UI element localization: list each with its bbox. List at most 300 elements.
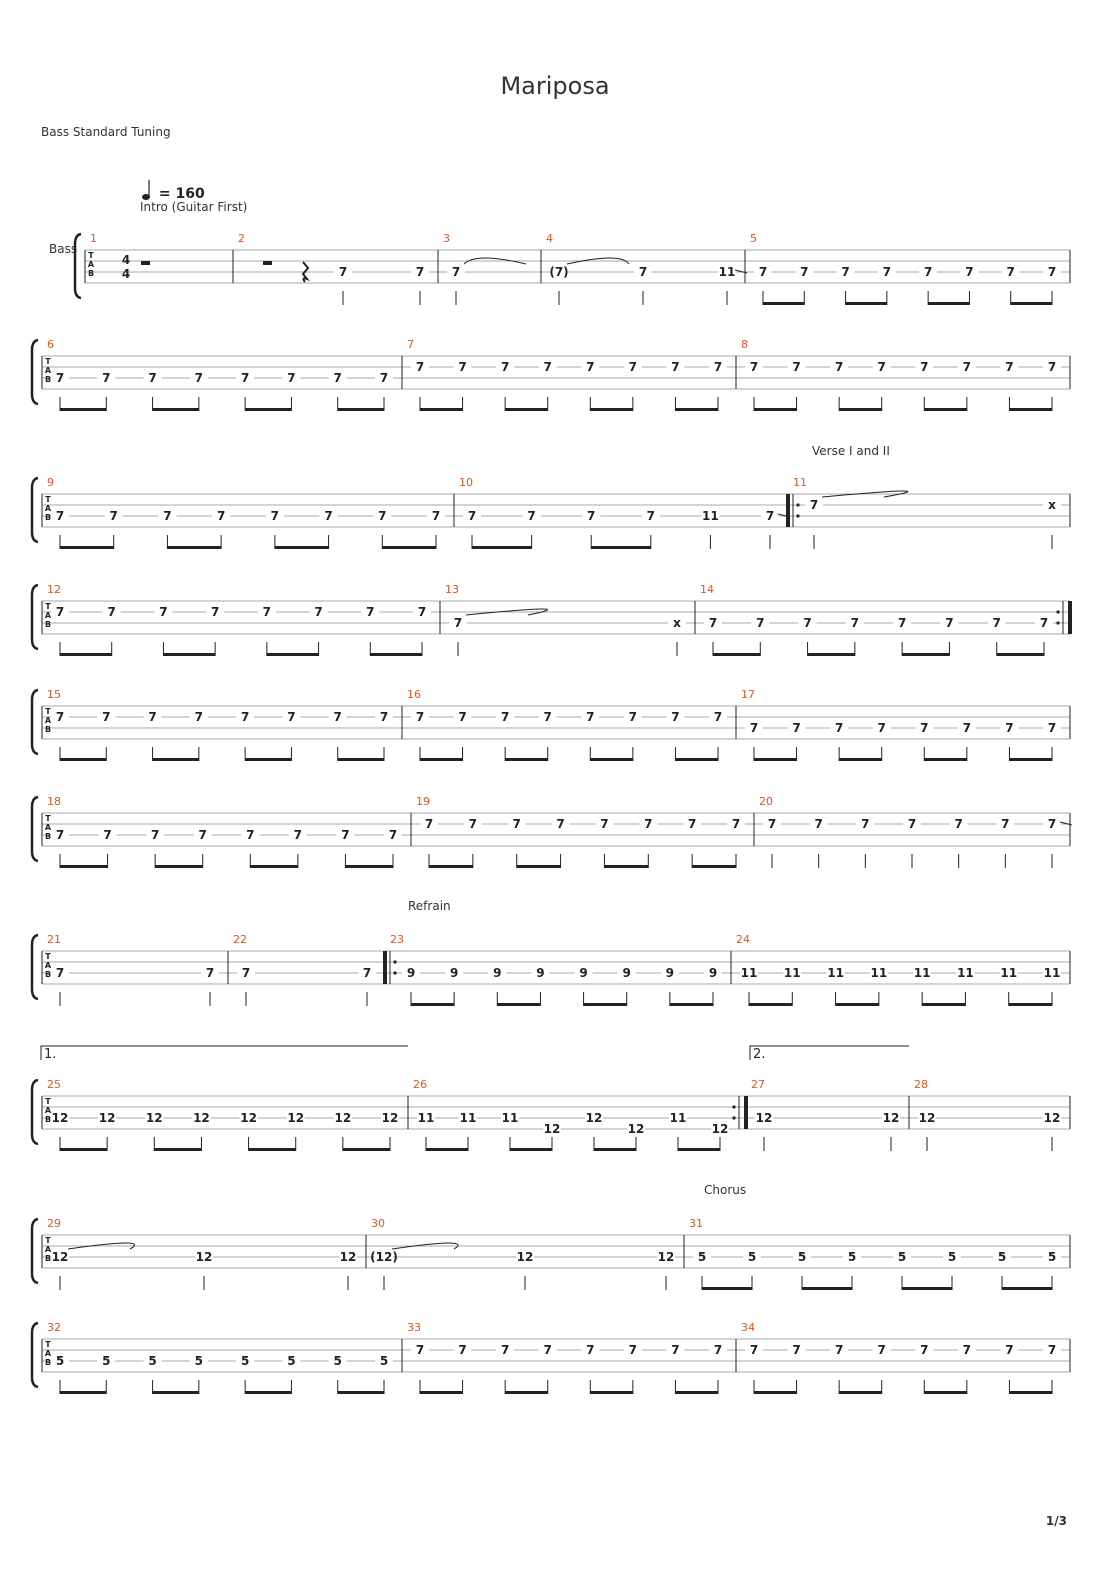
- fret-number: 11: [501, 1111, 519, 1125]
- fret-number: 5: [847, 1250, 857, 1264]
- eighth-beam: [267, 653, 319, 656]
- fret-number: 12: [918, 1111, 936, 1125]
- fret-number: 11: [740, 966, 758, 980]
- fret-number: 7: [962, 360, 972, 374]
- section-refrain: Refrain: [408, 899, 451, 913]
- eighth-beam: [1009, 408, 1052, 411]
- fret-number: 7: [586, 1343, 595, 1357]
- tab-clef-letter: B: [44, 1254, 52, 1263]
- fret-number: 7: [287, 710, 296, 724]
- tuning-label: Bass Standard Tuning: [41, 125, 171, 139]
- fret-number: 7: [628, 360, 638, 374]
- fret-number: 7: [109, 509, 118, 523]
- fret-number: 11: [1000, 966, 1018, 980]
- volta-bracket: [41, 1046, 408, 1060]
- fret-number: 12: [339, 1250, 357, 1264]
- fret-number: 7: [628, 710, 638, 724]
- fret-number: 7: [543, 1343, 552, 1357]
- eighth-beam: [163, 653, 215, 656]
- fret-number: 7: [814, 817, 823, 831]
- tab-clef-letter: T: [45, 1097, 51, 1106]
- fret-number: 7: [388, 828, 398, 842]
- page-number: 1/3: [1045, 1514, 1067, 1528]
- fret-number: 7: [543, 360, 552, 374]
- repeat-dot: [1056, 610, 1059, 613]
- fret-number: 12: [882, 1111, 900, 1125]
- fret-number: 5: [148, 1354, 157, 1368]
- eighth-beam: [249, 1148, 296, 1151]
- fret-number: 7: [834, 1343, 844, 1357]
- eighth-beam: [505, 1391, 548, 1394]
- system-brace: [32, 797, 38, 861]
- tempo-value: = 160: [158, 186, 205, 202]
- tab-clef-letter: T: [45, 707, 51, 716]
- fret-number: 12: [51, 1111, 69, 1125]
- measure-number: 26: [413, 1078, 427, 1091]
- fret-number: 7: [920, 721, 929, 735]
- tab-clef-letter: T: [45, 1340, 51, 1349]
- fret-number: 12: [51, 1250, 69, 1264]
- fret-number: 7: [1006, 265, 1015, 279]
- half-rest: [263, 261, 272, 265]
- fret-number: 7: [102, 371, 111, 385]
- fret-number: 12: [240, 1111, 257, 1125]
- fret-number: 7: [834, 360, 844, 374]
- eighth-beam: [60, 653, 112, 656]
- fret-number: 7: [55, 966, 65, 980]
- fret-number: 7: [55, 605, 65, 619]
- fret-number: 7: [366, 605, 375, 619]
- fret-number: 7: [240, 710, 250, 724]
- tab-clef-letter: T: [45, 1236, 51, 1245]
- measure-number: 18: [47, 795, 61, 808]
- fret-number: 7: [556, 817, 565, 831]
- fret-number: 7: [240, 371, 250, 385]
- tab-clef-letter: T: [45, 814, 51, 823]
- tab-clef-letter: A: [44, 1349, 52, 1358]
- fret-number: 7: [512, 817, 521, 831]
- fret-number: 7: [451, 265, 461, 279]
- eighth-beam: [836, 1003, 879, 1006]
- fret-number: 7: [415, 360, 425, 374]
- fret-number: 7: [324, 509, 333, 523]
- fret-number: 7: [708, 616, 718, 630]
- eighth-beam: [713, 653, 760, 656]
- fret-number: 7: [527, 509, 536, 523]
- fret-number: 9: [708, 966, 718, 980]
- measure-number: 13: [445, 583, 459, 596]
- eighth-beam: [245, 1391, 291, 1394]
- measure-number: 29: [47, 1217, 61, 1230]
- fret-number: 7: [163, 509, 172, 523]
- tab-clef-letter: A: [44, 716, 52, 725]
- fret-number: 11: [1043, 966, 1061, 980]
- instrument-label: Bass: [49, 242, 78, 256]
- fret-number: 7: [792, 1343, 801, 1357]
- fret-number: 7: [850, 616, 860, 630]
- tab-clef-letter: A: [44, 366, 52, 375]
- time-signature-numerator: 4: [121, 253, 131, 267]
- fret-number: 7: [270, 509, 280, 523]
- eighth-beam: [839, 1391, 882, 1394]
- fret-number: 9: [493, 966, 502, 980]
- eighth-beam: [505, 758, 548, 761]
- measure-number: 2: [238, 232, 245, 245]
- fret-number: 5: [194, 1354, 204, 1368]
- fret-number: 12: [98, 1111, 116, 1125]
- fret-number: 7: [962, 721, 972, 735]
- measure-number: 15: [47, 688, 61, 701]
- fret-number: 7: [424, 817, 434, 831]
- fret-number: 7: [671, 710, 680, 724]
- eighth-beam: [678, 1148, 720, 1151]
- eighth-beam: [60, 546, 114, 549]
- fret-number: 7: [107, 605, 116, 619]
- fret-number: 5: [797, 1250, 807, 1264]
- eighth-beam: [997, 653, 1044, 656]
- measure-number: 23: [390, 933, 404, 946]
- eighth-beam: [154, 1148, 201, 1151]
- fret-number: 7: [749, 1343, 759, 1357]
- eighth-beam: [472, 546, 532, 549]
- eighth-beam: [517, 865, 561, 868]
- fret-number: 7: [756, 616, 765, 630]
- eighth-beam: [370, 653, 422, 656]
- fret-number: 7: [1047, 817, 1057, 831]
- measure-number: 3: [443, 232, 450, 245]
- fret-number: 7: [458, 360, 467, 374]
- fret-number: 7: [861, 817, 870, 831]
- fret-number: 7: [159, 605, 168, 619]
- eighth-beam: [411, 1003, 454, 1006]
- measure-number: 19: [416, 795, 430, 808]
- eighth-beam: [590, 408, 633, 411]
- eighth-beam: [245, 408, 291, 411]
- eighth-beam: [675, 758, 718, 761]
- fret-number: 7: [198, 828, 207, 842]
- tab-clef-letter: T: [88, 251, 94, 260]
- section-verse: Verse I and II: [812, 444, 890, 458]
- fret-number: 9: [665, 966, 675, 980]
- fret-number: 7: [992, 616, 1001, 630]
- fret-number: 12: [193, 1111, 210, 1125]
- fret-number: 7: [644, 817, 653, 831]
- eighth-beam: [497, 1003, 540, 1006]
- fret-number: 12: [711, 1122, 729, 1136]
- measure-number: 30: [371, 1217, 385, 1230]
- fret-number: 7: [962, 1343, 972, 1357]
- song-title: Mariposa: [500, 72, 610, 100]
- eighth-beam: [675, 408, 718, 411]
- fret-number: 7: [765, 509, 775, 523]
- fret-number: 7: [923, 265, 933, 279]
- fret-number: 7: [216, 509, 226, 523]
- fret-number: 7: [55, 371, 65, 385]
- section-chorus: Chorus: [704, 1183, 747, 1197]
- tab-clef-letter: B: [44, 620, 52, 629]
- fret-number: 7: [841, 265, 850, 279]
- tab-clef-letter: B: [44, 513, 52, 522]
- tab-clef-letter: A: [44, 823, 52, 832]
- eighth-beam: [924, 1391, 967, 1394]
- repeat-dot: [393, 971, 396, 974]
- eighth-beam: [902, 653, 949, 656]
- tab-clef-letter: B: [44, 1115, 52, 1124]
- repeat-dot: [732, 1105, 735, 1108]
- measure-number: 16: [407, 688, 421, 701]
- fret-number: 7: [800, 265, 809, 279]
- fret-number: 7: [731, 817, 741, 831]
- measure-number: 22: [233, 933, 247, 946]
- fret-number: 7: [1005, 721, 1014, 735]
- eighth-beam: [1002, 1287, 1052, 1290]
- repeat-start-thick-bar: [786, 494, 790, 527]
- tab-clef-letter: B: [44, 970, 52, 979]
- fret-number: 7: [431, 509, 441, 523]
- tab-clef-letter: T: [45, 952, 51, 961]
- measure-number: 28: [914, 1078, 928, 1091]
- eighth-beam: [338, 1391, 384, 1394]
- eighth-beam: [924, 758, 967, 761]
- eighth-beam: [675, 1391, 718, 1394]
- fret-number: 12: [585, 1111, 603, 1125]
- tab-clef-letter: B: [44, 725, 52, 734]
- system-brace: [32, 1080, 38, 1144]
- system-brace: [32, 1219, 38, 1283]
- system-brace: [32, 935, 38, 999]
- fret-number: x: [1048, 498, 1056, 512]
- tab-clef-letter: B: [87, 269, 95, 278]
- fret-number: 12: [755, 1111, 773, 1125]
- fret-number: 7: [877, 721, 886, 735]
- measure-number: 27: [751, 1078, 765, 1091]
- fret-number: 7: [897, 616, 907, 630]
- fret-number: 7: [500, 360, 510, 374]
- fret-number: 7: [415, 710, 425, 724]
- fret-number: x: [673, 616, 681, 630]
- fret-number: 11: [669, 1111, 687, 1125]
- fret-number: 7: [194, 371, 204, 385]
- measure-number: 1: [90, 232, 97, 245]
- fret-number: 11: [417, 1111, 435, 1125]
- fret-number: 5: [997, 1250, 1007, 1264]
- eighth-beam: [928, 302, 969, 305]
- fret-number: 11: [702, 509, 719, 523]
- repeat-dot: [796, 503, 799, 506]
- tab-clef-letter: A: [44, 1106, 52, 1115]
- fret-number: 12: [1043, 1111, 1061, 1125]
- measure-number: 34: [741, 1321, 755, 1334]
- fret-number: 7: [246, 828, 255, 842]
- fret-number: 7: [834, 721, 844, 735]
- fret-number: 12: [334, 1111, 352, 1125]
- tab-clef-letter: A: [87, 260, 95, 269]
- fret-number: 7: [1047, 721, 1057, 735]
- tab-clef-letter: B: [44, 832, 52, 841]
- eighth-beam: [594, 1148, 636, 1151]
- eighth-beam: [749, 1003, 792, 1006]
- fret-number: 5: [1047, 1250, 1057, 1264]
- fret-number: 11: [827, 966, 844, 980]
- volta-label: 2.: [753, 1047, 766, 1062]
- eighth-beam: [167, 546, 221, 549]
- eighth-beam: [345, 865, 393, 868]
- fret-number: 7: [713, 710, 723, 724]
- fret-number: 7: [55, 828, 65, 842]
- tab-clef-letter: T: [45, 495, 51, 504]
- fret-number: 5: [897, 1250, 907, 1264]
- fret-number: 7: [194, 710, 204, 724]
- fret-number: 7: [920, 1343, 929, 1357]
- tab-clef-letter: B: [44, 375, 52, 384]
- fret-number: 5: [379, 1354, 389, 1368]
- eighth-beam: [1009, 1391, 1052, 1394]
- fret-number: 7: [241, 966, 251, 980]
- fret-number: 7: [877, 360, 886, 374]
- fret-number: 7: [379, 710, 389, 724]
- fret-number: 12: [657, 1250, 675, 1264]
- fret-number: 7: [965, 265, 974, 279]
- eighth-beam: [754, 1391, 797, 1394]
- measure-number: 8: [741, 338, 748, 351]
- fret-number: 12: [287, 1111, 305, 1125]
- fret-number: 7: [749, 360, 759, 374]
- eighth-beam: [670, 1003, 713, 1006]
- fret-number: 7: [1005, 1343, 1014, 1357]
- fret-number: 5: [697, 1250, 707, 1264]
- fret-number: 7: [287, 371, 296, 385]
- measure-number: 20: [759, 795, 773, 808]
- tab-clef-letter: A: [44, 611, 52, 620]
- fret-number: 7: [543, 710, 552, 724]
- eighth-beam: [846, 302, 887, 305]
- measure-number: 9: [47, 476, 54, 489]
- eighth-beam: [922, 1003, 965, 1006]
- fret-number: 7: [314, 605, 323, 619]
- eighth-beam: [754, 408, 797, 411]
- fret-number: 7: [586, 710, 595, 724]
- fret-number: 7: [417, 605, 427, 619]
- system-brace: [32, 478, 38, 542]
- fret-number: 11: [783, 966, 801, 980]
- measure-number: 10: [459, 476, 473, 489]
- eighth-beam: [604, 865, 648, 868]
- fret-number: 7: [102, 710, 111, 724]
- eighth-beam: [60, 1148, 107, 1151]
- fret-number: 5: [102, 1354, 111, 1368]
- fret-number: 11: [459, 1111, 477, 1125]
- measure-number: 21: [47, 933, 61, 946]
- repeat-dot: [393, 960, 396, 963]
- eighth-beam: [839, 408, 882, 411]
- fret-number: 7: [646, 509, 655, 523]
- fret-number: 7: [338, 265, 348, 279]
- fret-number: 7: [809, 498, 819, 512]
- fret-number: 7: [638, 265, 648, 279]
- eighth-beam: [153, 1391, 199, 1394]
- eighth-beam: [275, 546, 329, 549]
- measure-number: 33: [407, 1321, 421, 1334]
- fret-number: 7: [907, 817, 917, 831]
- fret-number: 5: [747, 1250, 757, 1264]
- fret-number: 7: [341, 828, 350, 842]
- fret-number: 7: [150, 828, 160, 842]
- fret-number: 7: [500, 1343, 510, 1357]
- fret-number: 7: [458, 710, 467, 724]
- measure-number: 4: [546, 232, 553, 245]
- eighth-beam: [591, 546, 651, 549]
- fret-number: 9: [406, 966, 416, 980]
- fret-number: 5: [287, 1354, 296, 1368]
- measure-number: 31: [689, 1217, 703, 1230]
- volta-label: 1.: [44, 1047, 57, 1062]
- fret-number: 7: [1005, 360, 1014, 374]
- fret-number: 12: [516, 1250, 534, 1264]
- eighth-beam: [60, 865, 108, 868]
- fret-number: 11: [718, 265, 736, 279]
- fret-number: 7: [333, 710, 342, 724]
- repeat-end-thick-bar: [744, 1096, 748, 1129]
- eighth-beam: [153, 408, 199, 411]
- measure-number: 5: [750, 232, 757, 245]
- fret-number: 7: [920, 360, 929, 374]
- system-brace: [32, 340, 38, 404]
- fret-number: 7: [767, 817, 777, 831]
- fret-number: 11: [870, 966, 888, 980]
- eighth-beam: [754, 758, 797, 761]
- fret-number: 5: [55, 1354, 65, 1368]
- eighth-beam: [802, 1287, 852, 1290]
- fret-number: 7: [954, 817, 963, 831]
- measure-number: 11: [793, 476, 807, 489]
- fret-number: 11: [957, 966, 974, 980]
- fret-number: 7: [671, 1343, 680, 1357]
- measure-number: 7: [407, 338, 414, 351]
- eighth-beam: [153, 758, 199, 761]
- eighth-beam: [250, 865, 298, 868]
- tab-clef-letter: A: [44, 1245, 52, 1254]
- fret-number: 5: [333, 1354, 342, 1368]
- fret-number: 7: [1001, 817, 1010, 831]
- fret-number: 12: [145, 1111, 163, 1125]
- measure-number: 17: [741, 688, 755, 701]
- measure-number: 12: [47, 583, 61, 596]
- fret-number: 7: [803, 616, 812, 630]
- system-brace: [32, 690, 38, 754]
- eighth-beam: [590, 1391, 633, 1394]
- repeat-dot: [1056, 621, 1059, 624]
- fret-number: 7: [103, 828, 112, 842]
- measure-number: 25: [47, 1078, 61, 1091]
- fret-number: 7: [205, 966, 215, 980]
- eighth-beam: [590, 758, 633, 761]
- tab-clef-letter: T: [45, 357, 51, 366]
- eighth-beam: [420, 758, 463, 761]
- fret-number: 7: [148, 710, 157, 724]
- eighth-beam: [692, 865, 736, 868]
- eighth-beam: [1011, 302, 1052, 305]
- fret-number: 7: [210, 605, 220, 619]
- fret-number: 7: [55, 710, 65, 724]
- fret-number: 7: [713, 1343, 723, 1357]
- fret-number: 7: [587, 509, 596, 523]
- fret-number: 9: [536, 966, 545, 980]
- fret-number: 7: [749, 721, 759, 735]
- repeat-dot: [732, 1116, 735, 1119]
- fret-number: 7: [55, 509, 65, 523]
- fret-number: 9: [579, 966, 588, 980]
- fret-number: 7: [758, 265, 768, 279]
